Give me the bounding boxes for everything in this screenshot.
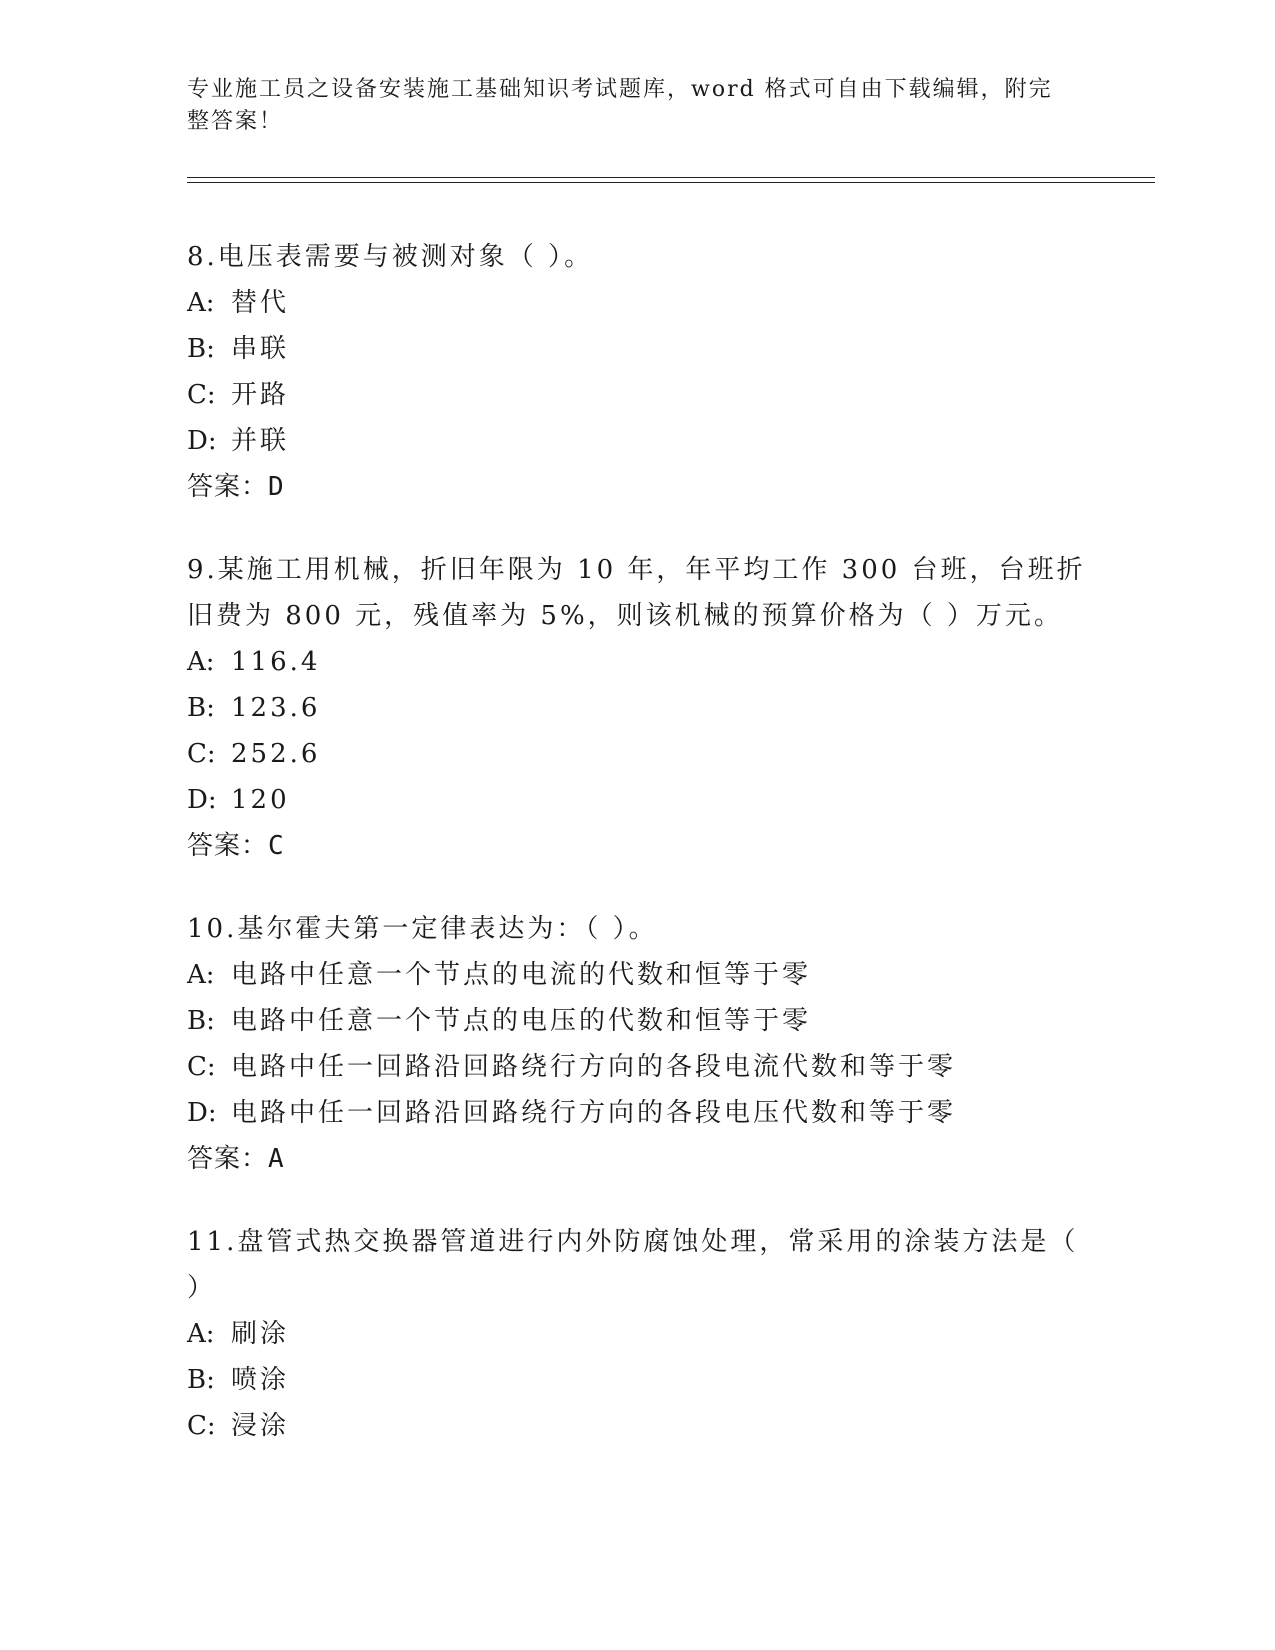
option-key: B: [187,1365,215,1395]
option-c [187,1044,1087,1090]
option-key: A: [187,1319,215,1349]
option-c [187,731,1087,777]
option-key: D: [187,1098,217,1128]
option-text: 喷涂 [231,1365,290,1395]
answer-line: 答案：A [187,1144,285,1174]
option-key: D: [187,785,217,815]
option-key: B: [187,693,215,723]
option-c [187,372,1087,418]
document-header: 专业施工员之设备安装施工基础知识考试题库，word 格式可自由下载编辑，附完整答案！ [187,77,1053,134]
option-text: 替代 [231,288,290,318]
option-text: 123.6 [231,693,321,723]
option-text: 刷涂 [231,1319,290,1349]
question-list [187,234,1087,1486]
option-key: C: [187,380,216,410]
option-a [187,952,1087,998]
option-text: 252.6 [231,739,321,769]
option-key: B: [187,334,215,364]
header-rule-bottom [187,182,1155,183]
option-key: A: [187,960,215,990]
option-text: 电路中任一回路沿回路绕行方向的各段电压代数和等于零 [231,1098,957,1128]
option-b [187,685,1087,731]
header-rule-top [187,177,1155,178]
question-stem: 8.电压表需要与被测对象（ ）。 [187,242,594,272]
option-key: D: [187,426,217,456]
option-text: 开路 [231,380,290,410]
question-stem: 9.某施工用机械，折旧年限为 10 年，年平均工作 300 台班，台班折旧费为 800 元，残值率为 5%，则该机械的预算价格为（ ）万元。 [187,555,1086,631]
option-key: C: [187,1411,216,1441]
option-b [187,326,1087,372]
option-d [187,777,1087,823]
option-b [187,998,1087,1044]
question-9 [187,547,1087,869]
question-10 [187,906,1087,1182]
answer-line: 答案：C [187,831,285,861]
option-text: 电路中任一回路沿回路绕行方向的各段电流代数和等于零 [231,1052,957,1082]
option-d [187,418,1087,464]
option-key: A: [187,288,215,318]
option-c [187,1403,1087,1449]
option-a [187,639,1087,685]
option-text: 电路中任意一个节点的电流的代数和恒等于零 [231,960,812,990]
option-key: C: [187,739,216,769]
option-text: 116.4 [231,647,321,677]
answer-line: 答案：D [187,472,285,502]
option-key: A: [187,647,215,677]
question-8 [187,234,1087,510]
option-text: 并联 [231,426,290,456]
option-b [187,1357,1087,1403]
option-text: 120 [231,785,290,815]
option-a [187,1311,1087,1357]
option-a [187,280,1087,326]
question-stem: 11.盘管式热交换器管道进行内外防腐蚀处理，常采用的涂装方法是（ ） [187,1227,1079,1303]
option-d [187,1090,1087,1136]
option-text: 浸涂 [231,1411,290,1441]
option-text: 电路中任意一个节点的电压的代数和恒等于零 [231,1006,812,1036]
option-key: C: [187,1052,216,1082]
question-11 [187,1219,1087,1449]
option-text: 串联 [231,334,290,364]
question-stem: 10.基尔霍夫第一定律表达为：（ ）。 [187,914,658,944]
option-key: B: [187,1006,215,1036]
